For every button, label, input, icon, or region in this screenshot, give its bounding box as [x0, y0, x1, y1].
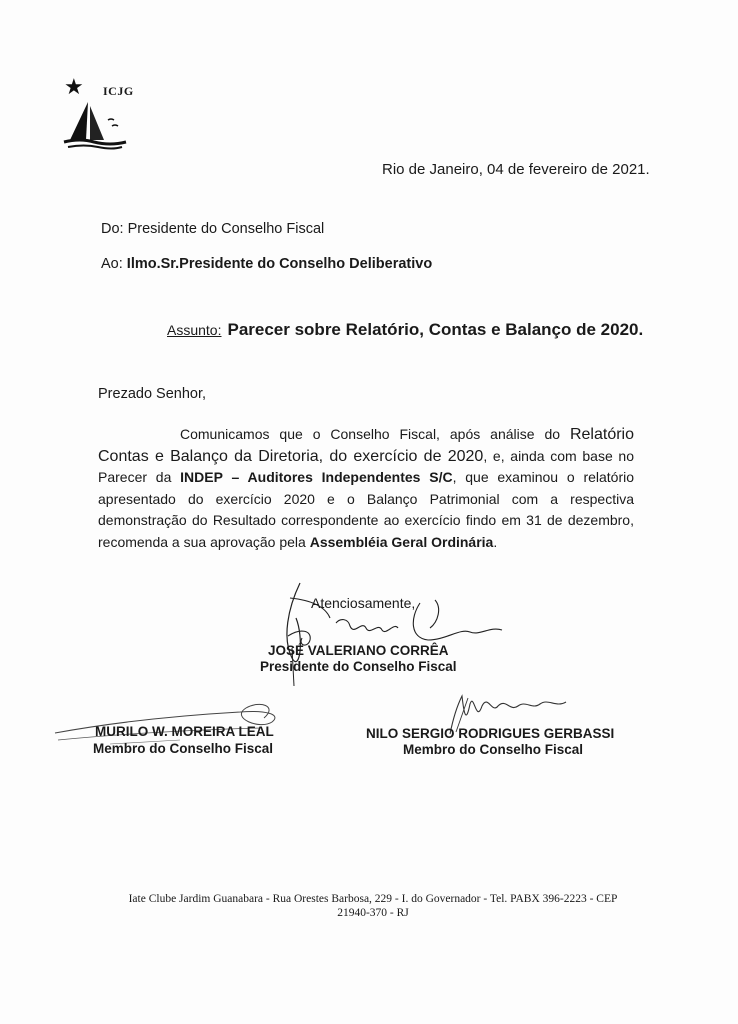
footer-postal: 21940-370 - RJ: [337, 907, 409, 919]
to-recipient: Ilmo.Sr.Presidente do Conselho Deliberativo: [126, 256, 433, 272]
body-text-2: Relatório: [569, 426, 634, 443]
subject-title: Parecer sobre Relatório, Contas e Balanço de 2020.: [227, 320, 644, 339]
main-signer-title: Presidente do Conselho Fiscal: [260, 659, 457, 674]
body-text-5: INDEP – Auditores Independentes S/C: [180, 469, 453, 485]
body-text-8: .: [493, 533, 498, 550]
body-text-6: , que examinou o relatório apresentado do exercício 2020 e o Balanço Patrimonial com a respectiva demonstração do Resultado correspondente ao exercício findo em 31 de dezembro, recomenda a sua aprovação pela: [98, 469, 635, 550]
sailboat-emblem-icon: [60, 100, 130, 152]
right-signer-title: Membro do Conselho Fiscal: [403, 742, 584, 757]
left-signer-title: Membro do Conselho Fiscal: [93, 741, 274, 756]
left-signer-name: MURILO W. MOREIRA LEAL: [95, 724, 274, 739]
greeting: Prezado Senhor,: [98, 386, 207, 402]
body-text-1: Comunicamos que o Conselho Fiscal, após análise do: [180, 426, 561, 442]
body-text-4: , e, ainda com base no Parecer da: [98, 447, 634, 485]
subject-label: Assunto:: [167, 322, 222, 338]
body-text-7: Assembléia Geral Ordinária: [309, 533, 494, 550]
closing: Atenciosamente,: [311, 595, 416, 611]
right-signer-name: NILO SERGIO RODRIGUES GERBASSI: [366, 726, 615, 741]
letter-date: Rio de Janeiro, 04 de fevereiro de 2021.: [382, 161, 650, 178]
body-paragraph: [98, 424, 634, 553]
logo-text: ICJG: [103, 84, 134, 98]
star-icon: ★: [64, 74, 84, 99]
from-line: Do: Presidente do Conselho Fiscal: [101, 221, 325, 237]
subject-line: [167, 320, 643, 340]
footer-address: Iate Clube Jardim Guanabara - Rua Orestes Barbosa, 229 - I. do Governador - Tel. PABX 396-2223 - CEP: [128, 893, 618, 905]
body-text-3: Contas e Balanço da Diretoria, do exercício de 2020: [98, 447, 484, 465]
to-prefix: Ao:: [101, 256, 127, 272]
to-line: [101, 256, 432, 272]
main-signer-name: JOSÉ VALERIANO CORRÊA: [268, 643, 449, 658]
